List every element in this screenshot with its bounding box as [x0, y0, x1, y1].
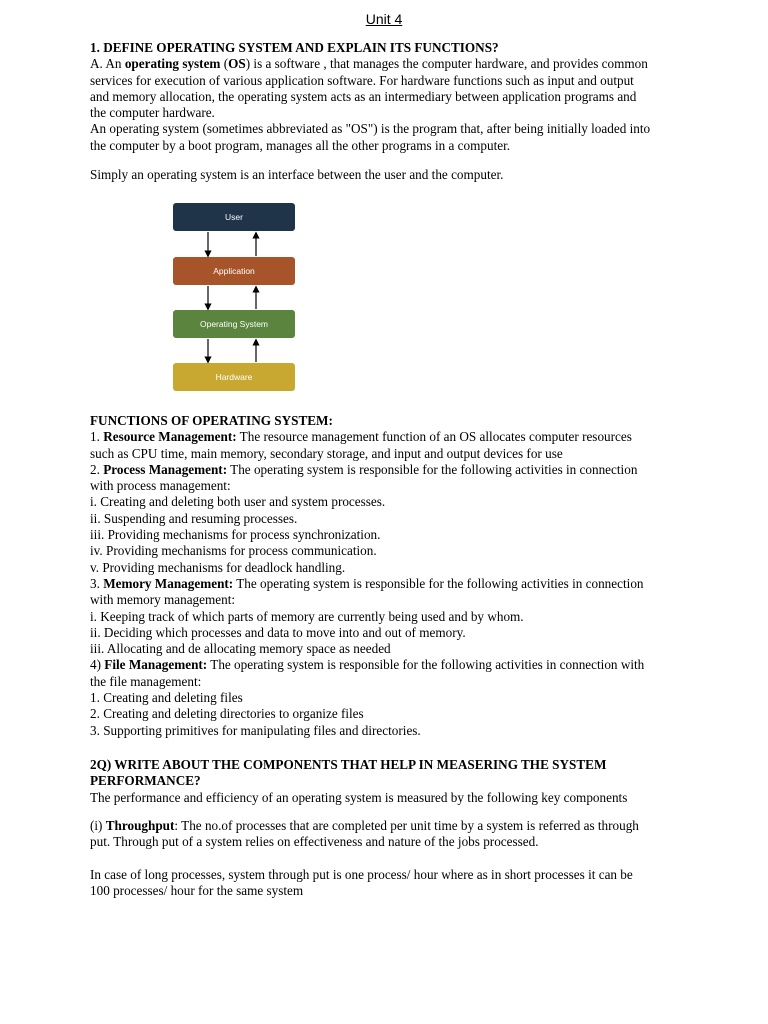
- list-item: iv. Providing mechanisms for process communication.: [90, 543, 377, 559]
- long-process-line2: 100 processes/ hour for the same system: [90, 883, 304, 899]
- diagram-label-application: Application: [213, 265, 255, 276]
- term-os: OS: [228, 56, 246, 72]
- list-item: v. Providing mechanisms for deadlock handling.: [90, 559, 346, 575]
- function-number: 4): [90, 657, 105, 673]
- q1-section: [90, 40, 680, 154]
- q1-heading: 1. DEFINE OPERATING SYSTEM AND EXPLAIN ITS FUNCTIONS?: [90, 40, 499, 55]
- os-layer-diagram: [172, 203, 296, 393]
- q1-answer-rest: ) is a software , that manages the computer hardware, and provides common: [245, 56, 648, 72]
- list-item: 3. Supporting primitives for manipulating files and directories.: [90, 722, 421, 738]
- function-resource: [90, 429, 680, 445]
- function-title: Resource Management:: [103, 429, 237, 445]
- long-process-section: [90, 867, 680, 900]
- q1-para1-line: and memory allocation, the operating system acts as an intermediary between application programs and: [90, 88, 637, 104]
- q2-intro: The performance and efficiency of an operating system is measured by the following key components: [90, 789, 628, 805]
- q1-answer-prefix: A. An: [90, 56, 125, 72]
- function-title: File Management:: [104, 657, 208, 673]
- q2-section: [90, 757, 680, 806]
- diagram-label-hardware: Hardware: [215, 371, 253, 382]
- function-number: 3.: [90, 575, 104, 591]
- q1-simply: Simply an operating system is an interface between the user and the computer.: [90, 167, 504, 182]
- throughput-line: [90, 818, 680, 834]
- function-resource-cont: such as CPU time, main memory, secondary storage, and input and output devices for use: [90, 445, 563, 461]
- throughput-cont: put. Through put of a system relies on effectiveness and nature of the jobs processed.: [90, 834, 539, 850]
- function-text: The resource management function of an OS allocates computer resources: [236, 429, 632, 445]
- list-item: i. Keeping track of which parts of memory are currently being used and by whom.: [90, 608, 524, 624]
- q1-para2-line: An operating system (sometimes abbreviated as "OS") is the program that, after being initially loaded into: [90, 121, 651, 137]
- list-item: 2. Creating and deleting directories to organize files: [90, 706, 364, 722]
- throughput-section: [90, 818, 680, 851]
- function-title: Memory Management:: [103, 575, 234, 591]
- term-operating-system: operating system: [124, 56, 221, 72]
- throughput-text: : The no.of processes that are completed per unit time by a system is referred as through: [174, 818, 639, 833]
- q1-para1-line: the computer hardware.: [90, 105, 215, 121]
- q1-answer-line: [90, 56, 680, 72]
- function-file-cont: the file management:: [90, 673, 202, 689]
- diagram-label-operating-system: Operating System: [199, 318, 269, 329]
- functions-section: [90, 413, 680, 739]
- diagram-label-user: User: [225, 211, 243, 222]
- long-process-line1: In case of long processes, system through put is one process/ hour where as in short processes it can be: [90, 867, 633, 882]
- q1-answer-mid: (: [220, 56, 229, 72]
- function-text: The operating system is responsible for the following activities in connection: [233, 575, 644, 591]
- function-text: The operating system is responsible for the following activities in connection: [227, 461, 638, 477]
- function-number: 1.: [90, 429, 104, 445]
- q1-para1-line: services for execution of various application software. For hardware functions such as input and output: [90, 72, 634, 88]
- list-item: iii. Providing mechanisms for process synchronization.: [90, 527, 381, 543]
- function-process: [90, 462, 680, 478]
- function-number: 2.: [90, 461, 104, 477]
- function-process-cont: with process management:: [90, 478, 231, 494]
- function-file: [90, 657, 680, 673]
- list-item: ii. Suspending and resuming processes.: [90, 510, 298, 526]
- q2-heading-line1: 2Q) WRITE ABOUT THE COMPONENTS THAT HELP IN MEASERING THE SYSTEM: [90, 757, 607, 772]
- list-item: ii. Deciding which processes and data to move into and out of memory.: [90, 624, 466, 640]
- unit-title: Unit 4: [365, 11, 403, 27]
- function-memory: [90, 576, 680, 592]
- throughput-title: Throughput: [105, 818, 175, 833]
- list-item: 1. Creating and deleting files: [90, 690, 243, 706]
- q1-para2-line: the computer by a boot program, manages all the other programs in a computer.: [90, 137, 511, 153]
- function-text: The operating system is responsible for the following activities in connection with: [207, 657, 645, 673]
- throughput-prefix: (i): [90, 818, 106, 833]
- function-memory-cont: with memory management:: [90, 592, 236, 608]
- diagram-arrows: [172, 203, 296, 393]
- functions-heading: FUNCTIONS OF OPERATING SYSTEM:: [90, 413, 333, 428]
- q2-heading-line2: PERFORMANCE?: [90, 773, 201, 789]
- list-item: iii. Allocating and de allocating memory space as needed: [90, 641, 391, 657]
- list-item: i. Creating and deleting both user and system processes.: [90, 494, 386, 510]
- function-title: Process Management:: [103, 461, 228, 477]
